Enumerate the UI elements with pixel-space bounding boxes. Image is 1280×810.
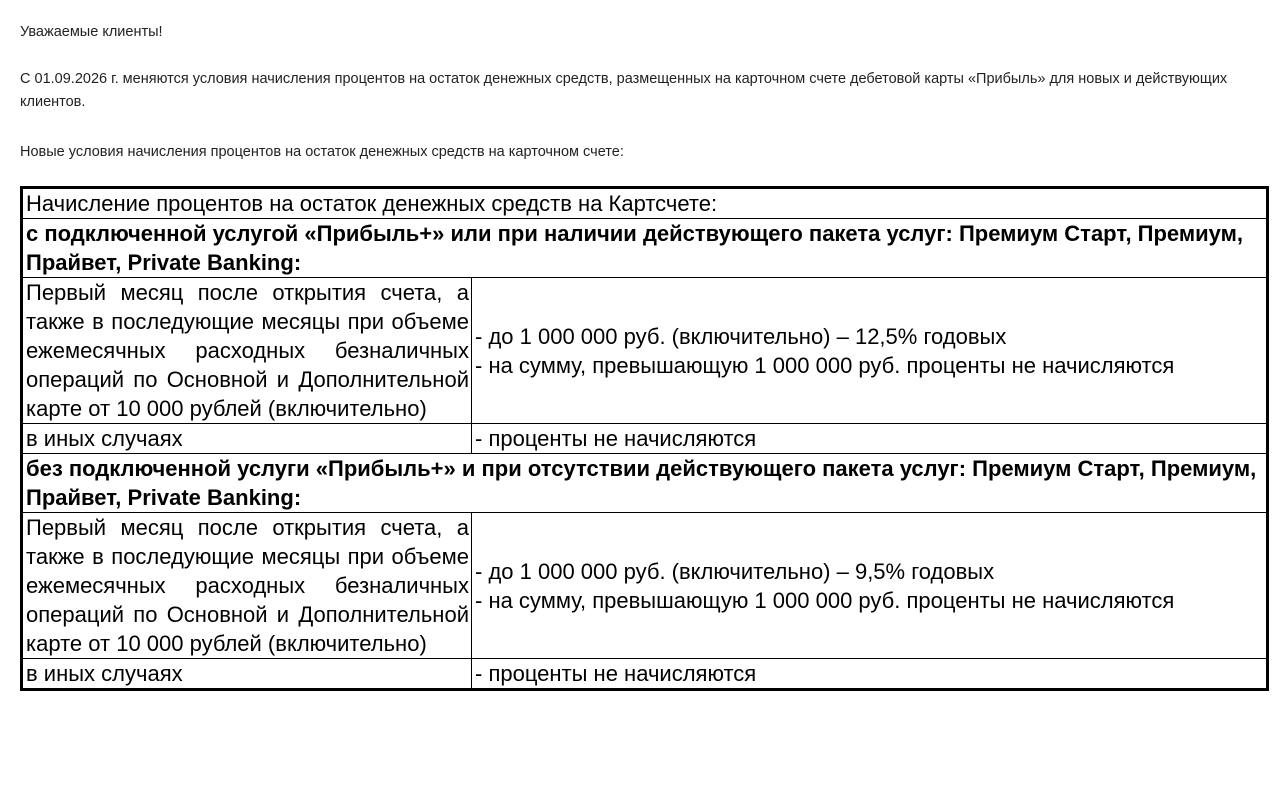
section-heading-row xyxy=(22,454,1268,513)
table-title-row xyxy=(22,188,1268,219)
condition-row xyxy=(22,278,1268,424)
other-cases-row xyxy=(22,424,1268,454)
section-heading-row xyxy=(22,219,1268,278)
other-cases-label: в иных случаях xyxy=(22,424,472,454)
rates-cell xyxy=(472,278,1268,424)
greeting-text: Уважаемые клиенты! xyxy=(20,24,163,40)
other-cases-value: - проценты не начисляются xyxy=(472,659,1268,690)
section-heading-without-service: без подключенной услуги «Прибыль+» и при отсутствии действующего пакета услуг: Премиум Старт, Премиум, Прайвет, Private Banking: xyxy=(22,454,1268,513)
condition-text: Первый месяц после открытия счета, а также в последующие месяцы при объеме ежемесячных расходных безналичных операций по Основной и Дополнительной карте от 10 000 рублей (включительно) xyxy=(22,278,472,424)
other-cases-row xyxy=(22,659,1268,690)
table-title: Начисление процентов на остаток денежных средств на Картсчете: xyxy=(22,188,1268,219)
other-cases-value: - проценты не начисляются xyxy=(472,424,1268,454)
new-conditions-intro: Новые условия начисления процентов на остаток денежных средств на карточном счете: xyxy=(20,144,624,160)
rates-cell xyxy=(472,513,1268,659)
condition-row xyxy=(22,513,1268,659)
condition-text: Первый месяц после открытия счета, а также в последующие месяцы при объеме ежемесячных расходных безналичных операций по Основной и Дополнительной карте от 10 000 рублей (включительно) xyxy=(22,513,472,659)
rate-line: - на сумму, превышающую 1 000 000 руб. проценты не начисляются xyxy=(475,587,1175,613)
rate-line: - до 1 000 000 руб. (включительно) – 9,5% годовых xyxy=(475,558,995,584)
section-heading-with-service: с подключенной услугой «Прибыль+» или при наличии действующего пакета услуг: Премиум Старт, Премиум, Прайвет, Private Banking: xyxy=(22,219,1268,278)
rate-line: - до 1 000 000 руб. (включительно) – 12,5% годовых xyxy=(475,323,1007,349)
rate-line: - на сумму, превышающую 1 000 000 руб. проценты не начисляются xyxy=(475,352,1175,378)
other-cases-label: в иных случаях xyxy=(22,659,472,690)
notice-paragraph: С 01.09.2026 г. меняются условия начисления процентов на остаток денежных средств, размещенных на карточном счете дебетовой карты «Прибыль» для новых и действующих клиентов. xyxy=(20,71,1228,110)
interest-terms-table xyxy=(20,186,1269,691)
